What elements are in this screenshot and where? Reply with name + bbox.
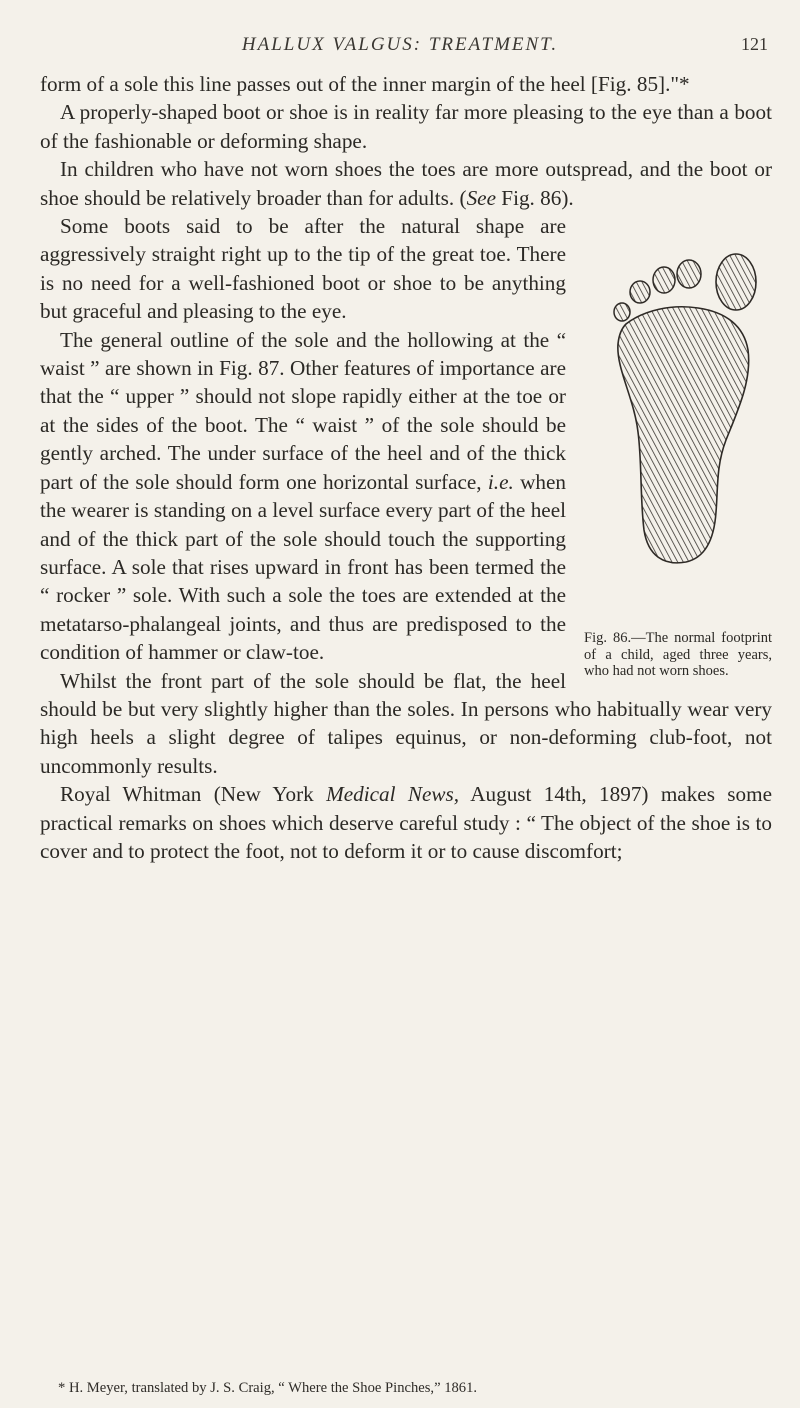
paragraph-4: Some boots said to be after the natural shape are aggressively straight right up to the tip of the great toe. There is no need for a well-fashioned boot or shoe to be anything but graceful and pleasing to the eye. <box>40 214 566 324</box>
page-number: 121 <box>741 34 768 54</box>
ie-abbreviation: i.e. <box>487 469 514 494</box>
footprint-toe-2 <box>677 260 701 288</box>
paragraph-7 <box>40 780 772 865</box>
paragraph-7-text: Royal Whitman (New York <box>60 782 327 807</box>
footprint-great-toe <box>716 254 756 310</box>
footprint-toe-4 <box>630 281 650 303</box>
body-text <box>40 70 772 865</box>
figure-caption: Fig. 86.—The normal footprint of a child, aged three years, who had not worn shoes. <box>584 630 772 680</box>
paragraph-3-text: In children who have not worn shoes the toes are more outspread, and the boot or shoe should be relatively broader than for adults. ( <box>40 157 772 210</box>
paragraph-6: Whilst the front part of the sole should be flat, the heel should be but very slightly higher than the soles. In persons who habitually wear very high heels a slight degree of talipes equinus, or non-deforming club-foot, not uncommonly results. <box>40 668 772 778</box>
footnote: * H. Meyer, translated by J. S. Craig, “ Where the Shoe Pinches,” 1861. <box>58 1380 478 1396</box>
paragraph-3 <box>40 155 772 212</box>
paragraph-7-end: August 14th, 1897) makes some practical remarks on shoes which deserve careful study : “ The object of the shoe is to cover and to protect the foot, not to deform it or to cause discomfort; <box>40 782 772 863</box>
footprint-illustration <box>576 212 772 630</box>
figure-86 <box>576 212 772 680</box>
journal-title: Medical News, <box>326 782 460 807</box>
paragraph-2: A properly-shaped boot or shoe is in reality far more pleasing to the eye than a boot of the fashionable or deforming shape. <box>40 100 772 153</box>
footprint-toe-3 <box>653 267 675 293</box>
running-header <box>0 26 800 66</box>
paragraph-3-end: Fig. 86). <box>495 185 574 210</box>
paragraph-5-end: when the wearer is standing on a level surface every part of the heel and of the thick part of the sole should touch the supporting surface. A sole that rises upward in front has been termed the “ rocker ” sole. With such a sole the toes are extended at the metatarso-phalangeal joints, and thus are predisposed to the condition of hammer or claw-toe. <box>40 469 566 665</box>
paragraph-5-text: The general outline of the sole and the hollowing at the “ waist ” are shown in Fig. 87. Other features of importance are that the “ upper ” should not slope rapidly either at the toe or at the sides of the boot. The “ waist ” of the sole should be gently arched. The under surface of the heel and of the thick part of the sole should form one horizontal surface, <box>40 327 566 494</box>
running-title: HALLUX VALGUS: TREATMENT. <box>241 34 559 55</box>
footprint-toe-5 <box>614 303 630 321</box>
paragraph-1: form of a sole this line passes out of the inner margin of the heel [Fig. 85]."* <box>40 72 690 96</box>
footprint-sole <box>618 307 749 563</box>
see-reference: See <box>466 185 496 210</box>
